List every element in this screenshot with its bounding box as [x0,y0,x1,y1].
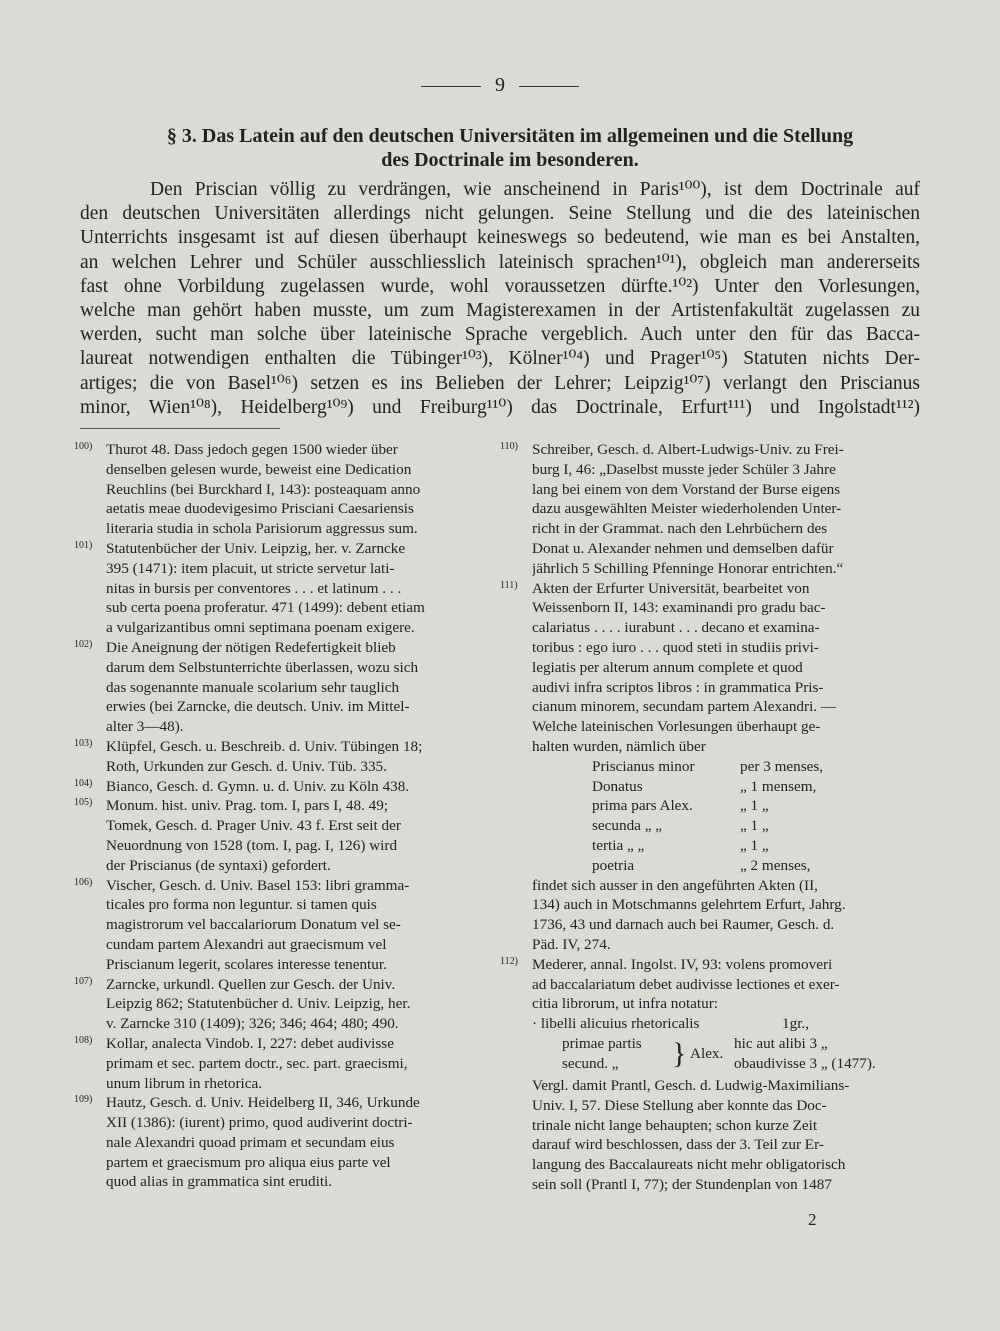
footnote-line: Monum. hist. univ. Prag. tom. I, pars I, 48. 49; [106,797,389,815]
footnote-line: Univ. I, 57. Diese Stellung aber konnte das Doc- [532,1096,827,1114]
footnote-line: v. Zarncke 310 (1409); 326; 346; 464; 480; 490. [106,1015,399,1033]
list-item-value: 1gr., [782,1015,810,1033]
footnote-line: Vergl. damit Prantl, Gesch. d. Ludwig-Maximilians- [532,1076,850,1094]
footnote-line: magistrorum vel baccalariorum Donatum vel se- [106,916,401,934]
footnote-line: Kollar, analecta Vindob. I, 227: debet audivisse [106,1034,394,1052]
footnote-line: calariatus . . . . iurabunt . . . decano et examina- [532,619,820,637]
footnote-line: 395 (1471): item placuit, ut stricte servetur lati- [106,559,395,577]
footnote-line: Vischer, Gesch. d. Univ. Basel 153: libri gramma- [106,876,410,894]
footnote-line: Tomek, Gesch. d. Prager Univ. 43 f. Erst seit der [106,817,401,835]
table-cell: tertia „ „ [592,836,645,854]
footnote-line: cundam partem Alexandri aut graecismum vel [106,935,387,953]
body-line: artiges; die von Basel¹⁰⁶) setzen es ins Belieben der Lehrer; Leipzig¹⁰⁷) verlangt den Priscianus [80,372,920,394]
table-cell: Donatus [592,777,643,795]
footnote-number: 101) [74,539,93,551]
footnote-line: trinale nicht lange behaupten; schon kurze Zeit [532,1116,818,1134]
footnote-line: alter 3—48). [106,718,184,736]
footnote-line: Neuordnung von 1528 (tom. I, pag. I, 126) wird [106,836,398,854]
page-number-rule-right [519,86,579,87]
footnote-line: dazu ausgewählten Meister wiederholenden Unter- [532,500,842,518]
body-line: laureat notwendigen enthalten die Tübinger¹⁰³), Kölner¹⁰⁴) und Prager¹⁰⁵) Statuten nichts Der- [80,348,920,370]
footnote [74,796,472,875]
table-cell: „ 1 „ [740,836,769,854]
table-cell: secunda „ „ [592,817,662,835]
footnote-112 [500,955,898,1195]
footnote-line: Priscianum legerit, scolares interesse tenentur. [106,955,387,973]
list-item-label: · libelli alicuius rhetoricalis [532,1015,700,1033]
footnote-line: erwies (bei Zarncke, die deutsch. Univ. im Mittel- [106,698,410,716]
footnote-line: Klüpfel, Gesch. u. Beschreib. d. Univ. Tübingen 18; [106,737,423,755]
footnote-line: denselben gelesen wurde, beweist eine Dedication [106,460,412,478]
page-number-text: 9 [495,74,505,96]
footnote-line: Reuchlins (bei Burckhard I, 143): posteaquam anno [106,480,421,498]
footnote-line: jährlich 5 Schilling Pfenninge Honorar entrichten.“ [532,559,844,577]
footnote-line: der Priscianus (de syntaxi) gefordert. [106,856,331,874]
body-line: den deutschen Universitäten allerdings nicht gelungen. Seine Stellung und die des lateinischen [80,203,920,225]
footnote-line: findet sich ausser in den angeführten Akten (II, [532,876,818,894]
footnote-line: Die Aneignung der nötigen Redefertigkeit blieb [106,638,396,656]
brace-item: primae partis [562,1034,642,1052]
footnote-line: Päd. IV, 274. [532,935,611,953]
table-row [592,816,892,836]
footnote-line: halten wurden, nämlich über [532,737,706,755]
table-row [592,777,892,797]
brace-item: obaudivisse 3 „ (1477). [734,1054,876,1072]
footnote-line: ad baccalariatum debet audivisse lectiones et exer- [532,975,840,993]
footnote-number: 102) [74,638,93,650]
table-row [592,856,892,876]
footnote-number: 105) [74,797,93,809]
lecture-table [592,757,892,876]
body-line: Den Priscian völlig zu verdrängen, wie anscheinend in Paris¹⁰⁰), ist dem Doctrinale auf [150,179,920,200]
signature-mark: 2 [808,1210,817,1229]
footnote-line: richt in der Grammat. nach den Lehrbüchern des [532,520,828,538]
footnote-line: legiatis per alterum annum complete et quod [532,658,803,676]
footnote [74,638,472,737]
table-cell: „ 1 „ [740,797,769,815]
body-text [80,178,920,420]
brace-item: secund. „ [562,1054,619,1072]
footnote-line: langung des Baccalaureats nicht mehr obligatorisch [532,1156,846,1174]
footnote-line: darauf wird beschlossen, dass der 3. Teil zur Er- [532,1136,824,1154]
footnote-line: Roth, Urkunden zur Gesch. d. Univ. Tüb. 335. [106,757,387,775]
footnote-line: quod alias in grammatica sint eruditi. [106,1173,333,1191]
table-row [592,757,892,777]
brace-label: Alex. [690,1044,724,1062]
footnote-line: Mederer, annal. Ingolst. IV, 93: volens promoveri [532,955,833,973]
footnote-line: citia librorum, ut infra notatur: [532,995,718,1013]
footnote-line: cianum minorem, secundam partem Alexandri. — [532,698,837,716]
footnote-line: a vulgarizantibus omni septimana poenam exigere. [106,619,415,637]
brace-item: hic aut alibi 3 „ [734,1034,828,1052]
footnote-line: sub certa poena proferatur. 471 (1499): debent etiam [106,599,425,617]
table-row [592,796,892,816]
page-number [0,74,1000,97]
brace-icon: } [672,1036,687,1070]
body-line: werden, sucht man solche über lateinische Sprache vergeblich. Auch unter den für das Bacca- [80,324,920,346]
body-line: Unterrichts insgesamt ist auf diesen überhaupt keineswegs so bedeutend, wie man es bei Anstalten, [80,227,920,249]
footnote-line: Weissenborn II, 143: examinandi pro gradu bac- [532,599,826,617]
footnote-rule [80,428,280,429]
footnote-line: lang bei einem von dem Vorstand der Burse eigens [532,480,841,498]
table-cell: „ 1 mensem, [740,777,817,795]
footnote-line: Thurot 48. Dass jedoch gegen 1500 wieder über [106,441,398,458]
table-cell: „ 2 menses, [740,856,811,874]
footnote-line: Donat u. Alexander nehmen und demselben dafür [532,539,834,557]
footnote [74,975,472,1034]
footnote-number: 109) [74,1094,93,1106]
body-line: minor, Wien¹⁰⁸), Heidelberg¹⁰⁹) und Freiburg¹¹⁰) das Doctrinale, Erfurt¹¹¹) und Ingolstadt¹¹²) [80,396,920,418]
footnote [74,1034,472,1093]
table-cell: poetria [592,856,635,874]
footnote-110 [500,440,898,579]
footnote-line: nitas in bursis per conventores . . . et latinum . . . [106,579,402,597]
footnote-111 [500,579,898,955]
table-cell: per 3 menses, [740,757,824,775]
body-line: an welchen Lehrer und Schüler ausschliesslich lateinisch sprachen¹⁰¹), obgleich man andererseits [80,251,920,273]
footnote-line: audivi infra scriptos libros : in grammatica Pris- [532,678,824,696]
footnotes-right-column [500,440,898,1195]
footnote-line: burg I, 46: „Daselbst musste jeder Schüler 3 Jahre [532,460,836,478]
footnote-number: 108) [74,1034,93,1046]
footnote-number: 106) [74,876,93,888]
footnote [74,539,472,638]
footnote-number: 100) [74,441,93,452]
footnote-number: 104) [74,777,93,789]
footnotes-left-column [74,440,472,1192]
footnote-number: 103) [74,737,93,749]
footnote-line: 1736, 43 und darnach auch bei Raumer, Gesch. d. [532,916,835,934]
table-cell: „ 1 „ [740,817,769,835]
footnote-line: Statutenbücher der Univ. Leipzig, her. v. Zarncke [106,539,406,557]
footnote-line: Welche lateinischen Vorlesungen überhaupt ge- [532,718,821,736]
footnote-line: Akten der Erfurter Universität, bearbeitet von [532,579,810,597]
heading-line-1: § 3. Das Latein auf den deutschen Universitäten im allgemeinen und die Stellung [166,125,854,147]
table-cell: prima pars Alex. [592,797,693,815]
footnote-line: primam et sec. partem doctr., sec. part. graecismi, [106,1054,408,1072]
footnote-line: Leipzig 862; Statutenbücher d. Univ. Leipzig, her. [106,995,411,1013]
footnote-line: partem et graecismum pro aliqua eius parte vel [106,1153,391,1171]
heading-line-2: des Doctrinale im besonderen. [381,149,639,171]
footnote [74,777,472,797]
footnote-line: Bianco, Gesch. d. Gymn. u. d. Univ. zu Köln 438. [106,777,410,795]
footnote-line: Zarncke, urkundl. Quellen zur Gesch. der Univ. [106,975,396,993]
footnote-number: 112) [500,955,518,967]
footnote-number: 111) [500,579,518,591]
footnote-line: 134) auch in Motschmanns gelehrtem Erfurt, Jahrg. [532,896,846,914]
body-line: fast ohne Vorbildung zugelassen wurde, wohl voraussetzen dürfte.¹⁰²) Unter den Vorlesungen, [80,275,920,297]
section-heading [110,124,910,172]
footnote-line: literaria studia in schola Parisiorum aggressus sum. [106,520,418,538]
page-number-rule-left [421,86,481,87]
footnote-line: aetatis meae duodevigesimo Prisciani Caesariensis [106,500,414,518]
footnote-line: nale Alexandri quoad primam et secundam eius [106,1133,395,1151]
footnote [74,1093,472,1192]
footnote-line: Hautz, Gesch. d. Univ. Heidelberg II, 346, Urkunde [106,1094,420,1112]
footnote-line: unum librum in rhetorica. [106,1074,263,1092]
footnote-line: XII (1386): (iurent) primo, quod audiverint doctri- [106,1114,413,1132]
footnote-line: sein soll (Prantl I, 77); der Stundenplan von 1487 [532,1175,832,1193]
footnote-line: darum dem Selbstunterrichte überlassen, wozu sich [106,658,419,676]
list-item [532,1014,898,1034]
footnote-line: das sogenannte manuale scolarium sehr tauglich [106,678,400,696]
table-cell: Priscianus minor [592,757,695,775]
footnote-number: 110) [500,441,518,452]
footnote [74,737,472,777]
footnote-line: Schreiber, Gesch. d. Albert-Ludwigs-Univ. zu Frei- [532,441,844,458]
footnote [74,876,472,975]
footnote-line: toribus : ego iuro . . . quod steti in studiis privi- [532,638,819,656]
body-line: welche man gehört haben musste, um zum Magisterexamen in der Artistenfakultät zugelassen zu [80,300,920,322]
table-row [592,836,892,856]
footnote-line: ticales pro forma non leguntur. si tamen quis [106,896,377,914]
footnote-number: 107) [74,975,93,987]
brace-group [562,1034,898,1076]
footnote [74,440,472,539]
